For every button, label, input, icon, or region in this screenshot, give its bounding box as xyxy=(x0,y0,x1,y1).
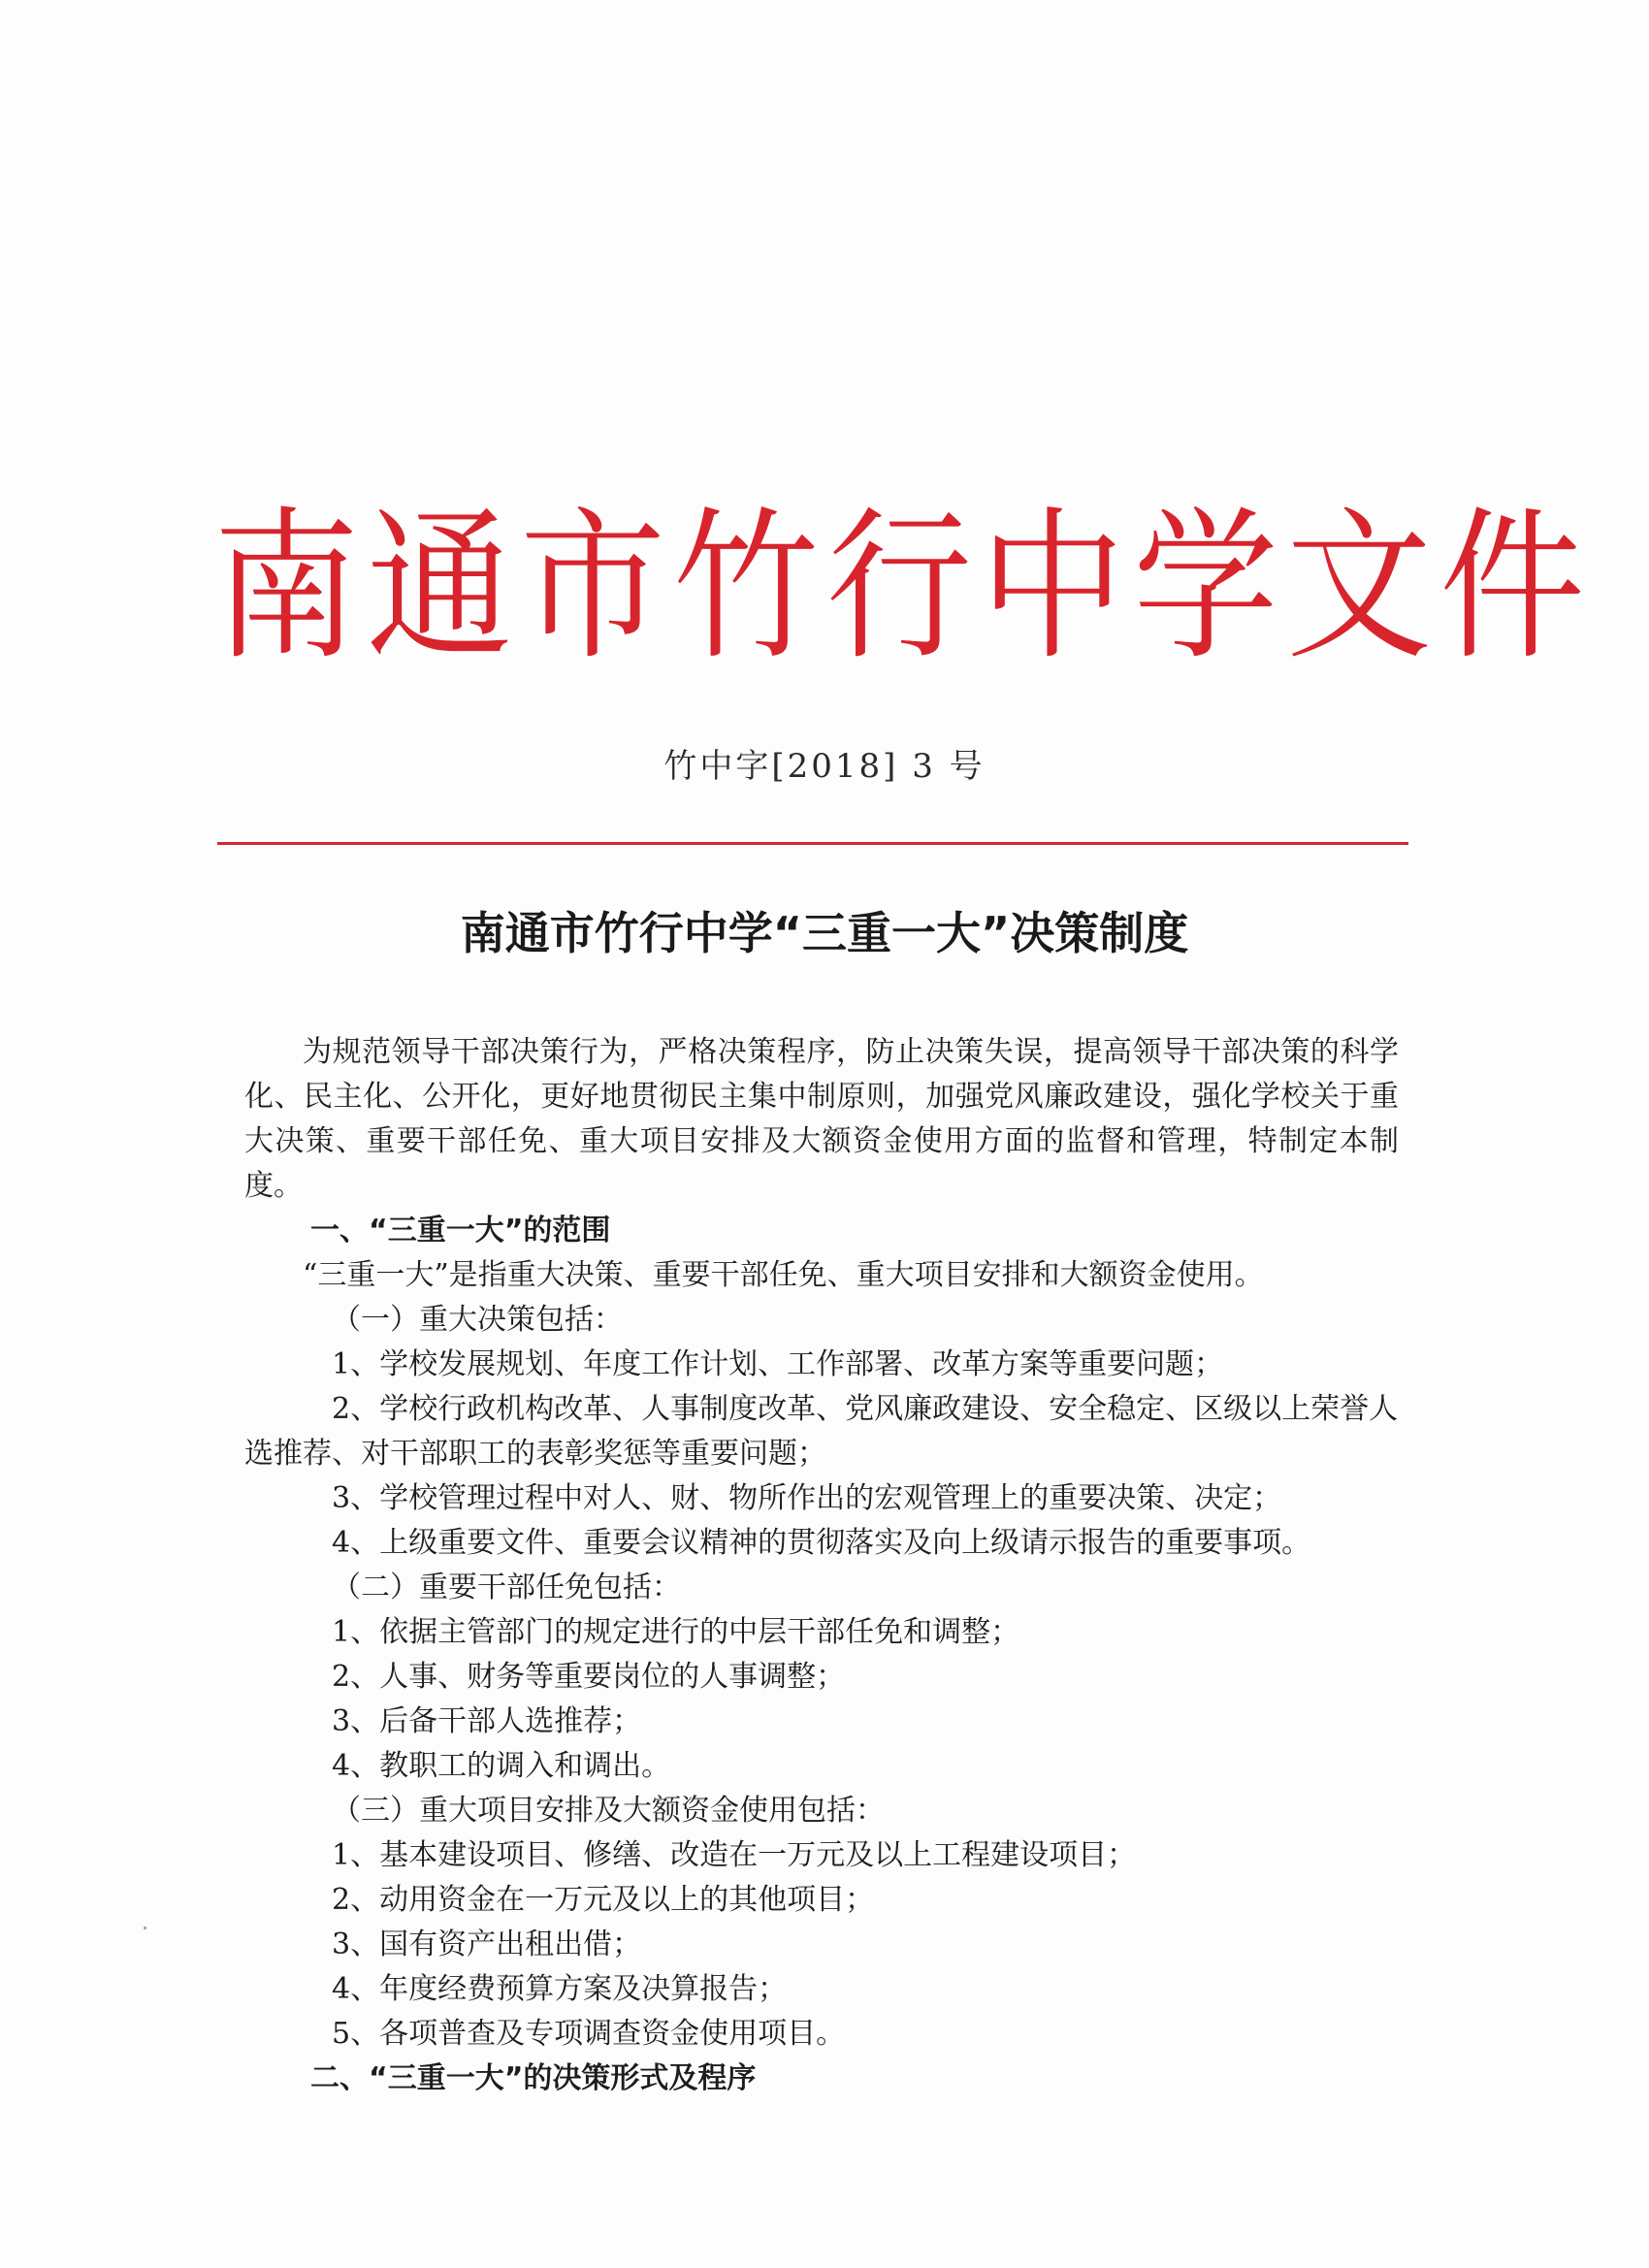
group-heading-major-decisions: （一）重大决策包括： xyxy=(332,1303,623,1337)
list-item: 3、后备干部人选推荐； xyxy=(332,1704,642,1738)
list-item: 2、学校行政机构改革、人事制度改革、党风廉政建设、安全稳定、区级以上荣誉人选推荐、对干部职工的表彰奖惩等重要问题； xyxy=(244,1392,1399,1471)
section-heading-scope: 一、“三重一大”的范围 xyxy=(310,1214,611,1247)
scope-definition: “三重一大”是指重大决策、重要干部任免、重大项目安排和大额资金使用。 xyxy=(303,1258,1264,1292)
list-item: 2、人事、财务等重要岗位的人事调整； xyxy=(332,1660,846,1694)
list-item: 2、动用资金在一万元及以上的其他项目； xyxy=(332,1883,875,1917)
list-item: 4、教职工的调入和调出。 xyxy=(332,1749,671,1783)
red-divider-line xyxy=(217,842,1408,845)
document-number: 竹中字[2018] 3 号 xyxy=(663,747,986,786)
list-item: 1、基本建设项目、修缮、改造在一万元及以上工程建设项目； xyxy=(332,1838,1137,1872)
scan-speck xyxy=(144,1927,146,1929)
list-item: 1、学校发展规划、年度工作计划、工作部署、改革方案等重要问题； xyxy=(332,1347,1224,1381)
list-item: 4、年度经费预算方案及决算报告； xyxy=(332,1972,788,2006)
group-heading-cadre-appointments: （二）重要干部任免包括： xyxy=(332,1571,681,1604)
group-heading-major-projects: （三）重大项目安排及大额资金使用包括： xyxy=(332,1794,885,1828)
policy-title: 南通市竹行中学“三重一大”决策制度 xyxy=(460,907,1189,959)
section-heading-procedure: 二、“三重一大”的决策形式及程序 xyxy=(310,2061,757,2095)
list-item: 3、学校管理过程中对人、财、物所作出的宏观管理上的重要决策、决定； xyxy=(332,1481,1282,1515)
intro-paragraph: 为规范领导干部决策行为，严格决策程序，防止决策失误，提高领导干部决策的科学化、民主化、公开化，更好地贯彻民主集中制原则，加强党风廉政建设，强化学校关于重大决策、重要干部任免、重大项目安排及大额资金使用方面的监督和管理，特制定本制度。 xyxy=(244,1035,1399,1203)
list-item: 4、上级重要文件、重要会议精神的贯彻落实及向上级请示报告的重要事项。 xyxy=(332,1526,1311,1560)
list-item: 1、依据主管部门的规定进行的中层干部任免和调整； xyxy=(332,1615,1020,1649)
list-item: 3、国有资产出租出借； xyxy=(332,1928,642,1961)
document-body xyxy=(244,1030,1399,2101)
org-document-title: 南通市竹行中学文件 xyxy=(213,493,1594,683)
list-item: 5、各项普查及专项调查资金使用项目。 xyxy=(332,2017,846,2051)
